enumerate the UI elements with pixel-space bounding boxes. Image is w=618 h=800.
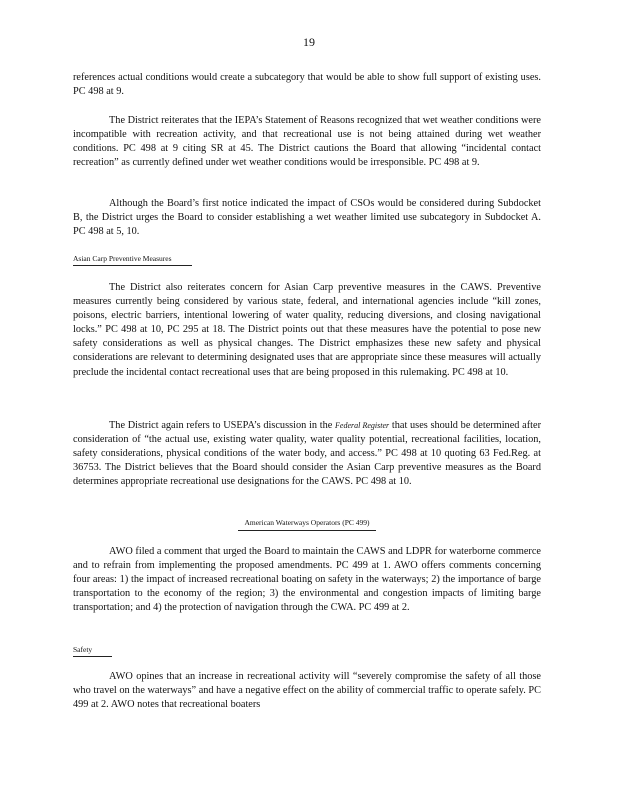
section-heading-wrap [73,252,541,266]
paragraph: The District reiterates that the IEPA’s Statement of Reasons recognized that wet weather conditions were incompatible with recreation activity, and that recreational use is not being attained during wet weather conditions. PC 498 at 9 citing SR at 45. The District cautions the Board that allowing “incidental contact recreation” as currently defined under wet weather conditions would be irresponsible. PC 498 at 9. [73,115,541,169]
paragraph-block [73,197,541,239]
section-heading: Asian Carp Preventive Measures [73,253,192,266]
section-heading: Safety [73,644,112,657]
paragraph [73,419,541,489]
paragraph-continuation [73,71,541,99]
paragraph: The District also reiterates concern for Asian Carp preventive measures in the CAWS. Preventive measures currently being considered by various state, federal, and international agencies include “kill zones, poisons, electric barriers, intentional lowering of water quality, reducing diversions, and closing navigational locks.” PC 498 at 10, PC 295 at 18. The District points out that these measures have the potential to pose new safety considerations as well as physical changes. The District emphasizes these new safety and physical considerations are relevant to determining designated uses that are appropriate since these measures will actually preclude the incidental contact recreational uses that are being proposed in this rulemaking. PC 498 at 10. [73,282,541,378]
section-heading: American Waterways Operators (PC 499) [238,516,375,531]
page-number: 19 [303,35,315,49]
italic-citation: Federal Register [335,421,390,430]
paragraph: AWO filed a comment that urged the Board to maintain the CAWS and LDPR for waterborne commerce and to refrain from implementing the proposed amendments. PC 499 at 1. AWO offers comments concerning four areas: 1) the impact of increased recreational boating on safety in the waterways; 2) the importance of barge transportation to the economy of the region; 3) the environmental and congestion impacts of limiting barge transportation; and 4) the protection of navigation through the CWA. PC 499 at 2. [73,546,541,614]
paragraph-block [73,419,541,489]
paragraph: AWO opines that an increase in recreational activity will “severely compromise the safety of all those who travel on the waterways” and have a negative effect on the ability of commercial traffic to operate safely. PC 499 at 2. AWO notes that recreational boaters [73,671,541,711]
text-run: that uses should be determined after consideration of “the actual use, existing water quality, water quality potential, recreational facilities, location, safety considerations, physical conditions of the water body, and access.” PC 498 at 10 quoting 63 Fed.Reg. at 36753. The District believes that the Board should consider the Asian Carp preventive measures as the Board determines appropriate recreational use designations for the CAWS. PC 498 at 10. [73,420,542,488]
paragraph-block [73,670,541,712]
paragraph: Although the Board’s first notice indicated the impact of CSOs would be considered during Subdocket B, the District urges the Board to consider establishing a wet weather limited use subcategory in Subdocket A. PC 498 at 5, 10. [73,198,541,238]
section-heading-wrap [73,516,541,531]
paragraph: references actual conditions would create a subcategory that would be able to show full support of existing uses. PC 498 at 9. [73,72,541,98]
section-heading-wrap [73,643,541,657]
paragraph-block [73,114,541,170]
text-run: The District again refers to USEPA’s discussion in the [109,420,336,431]
paragraph-block [73,281,541,380]
paragraph-block [73,545,541,615]
